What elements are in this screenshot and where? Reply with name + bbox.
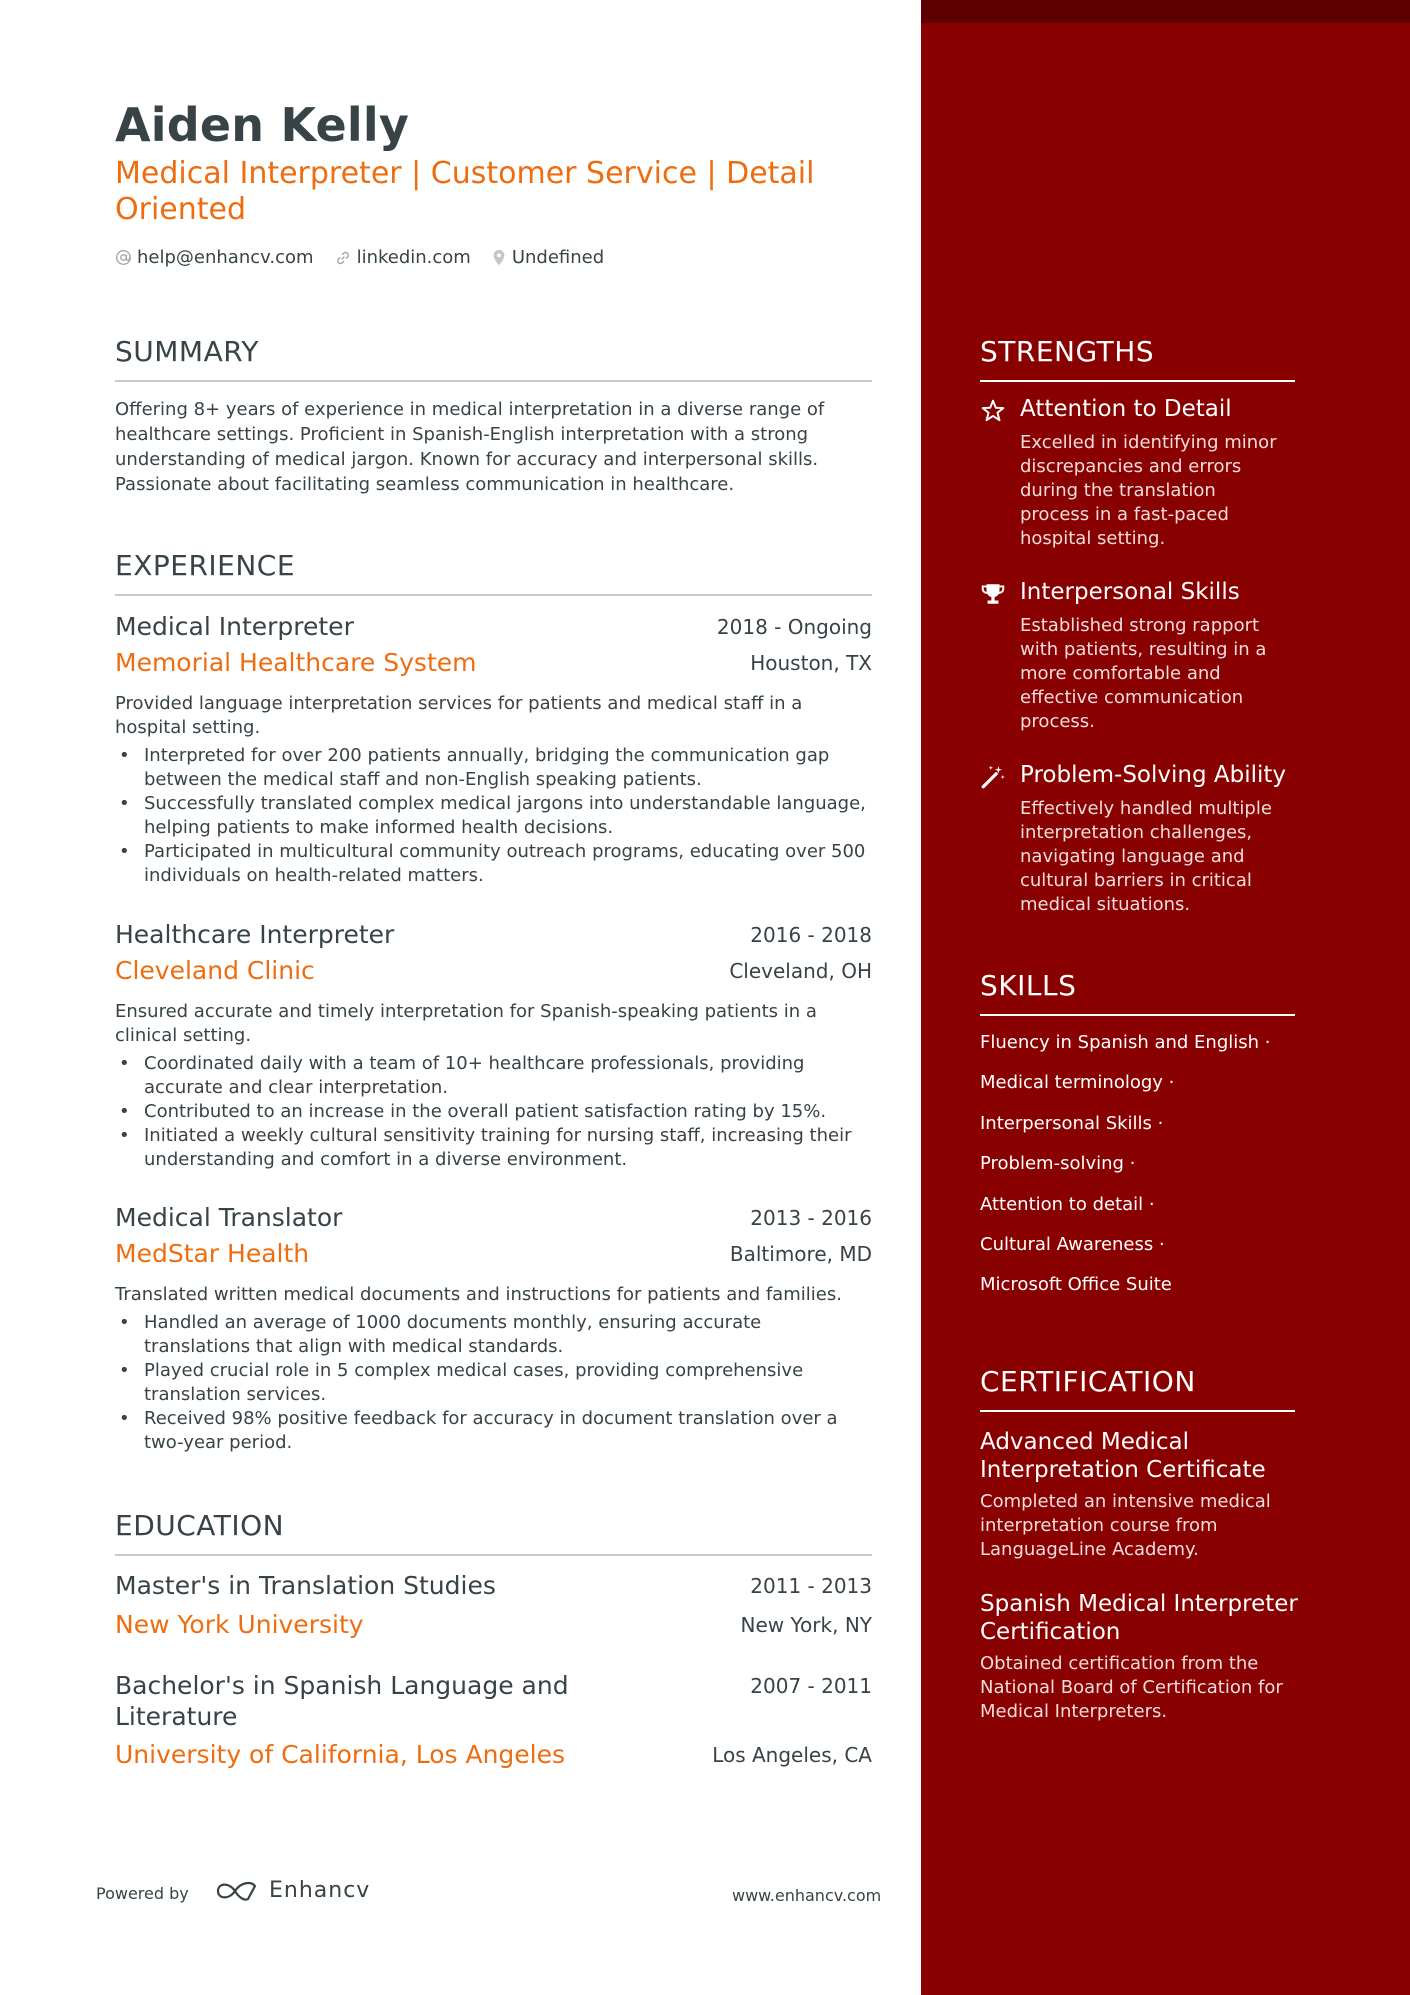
certification-title: Spanish Medical Interpreter Certification (980, 1591, 1298, 1645)
job-company: MedStar Health (115, 1239, 310, 1268)
skill-item: Fluency in Spanish and English · (980, 1032, 1271, 1053)
skill-item: Medical terminology · (980, 1072, 1175, 1094)
entry-subheader (115, 956, 872, 994)
education-degree: Master's in Translation Studies (115, 1571, 496, 1600)
job-title: Medical Translator (115, 1203, 343, 1232)
entry-header (115, 612, 872, 648)
job-dates: 2013 - 2016 (750, 1206, 872, 1230)
skill-item: Interpersonal Skills · (980, 1112, 1164, 1134)
footer-brand: Enhancv (269, 1878, 371, 1903)
job-description: Translated written medical documents and instructions for patients and families. (115, 1284, 842, 1305)
link-icon (334, 249, 352, 267)
skills-divider (980, 1014, 1295, 1016)
job-title: Healthcare Interpreter (115, 920, 395, 949)
location-pin-icon (491, 249, 507, 267)
strength-description: Effectively handled multiple interpretation challenges, navigating language and cultural barriers in critical medical situations. (1020, 798, 1272, 915)
job-bullets (115, 1052, 872, 1172)
entry-subheader (115, 1239, 872, 1277)
at-icon (115, 249, 132, 266)
job-company: Cleveland Clinic (115, 956, 315, 985)
education-dates: 2007 - 2011 (750, 1674, 872, 1698)
footer-powered-by: Powered by (96, 1884, 189, 1903)
job-location: Baltimore, MD (729, 1242, 872, 1266)
job-bullet: • Played crucial role in 5 complex medical cases, providing comprehensive translation services. (115, 1359, 872, 1407)
trophy-icon (980, 581, 1006, 607)
education-degree: Bachelor's in Spanish Language and Literature (115, 1671, 569, 1731)
strength-title: Attention to Detail (1020, 396, 1232, 422)
experience-entry (115, 920, 872, 1172)
job-title: Medical Interpreter (115, 612, 354, 641)
strengths-divider (980, 380, 1295, 382)
star-icon (980, 398, 1006, 424)
footer-url[interactable]: www.enhancv.com (732, 1886, 882, 1905)
education-heading: EDUCATION (115, 1509, 285, 1542)
education-school: University of California, Los Angeles (115, 1740, 566, 1769)
entry-header (115, 1203, 872, 1239)
job-dates: 2016 - 2018 (750, 923, 872, 947)
job-bullet: • Handled an average of 1000 documents monthly, ensuring accurate translations that align with medical standards. (115, 1311, 872, 1359)
sidebar-top-band (921, 0, 1410, 23)
certification-title: Advanced Medical Interpretation Certificate (980, 1429, 1266, 1483)
certification-item (980, 1428, 1300, 1562)
skill-item: Cultural Awareness · (980, 1233, 1165, 1255)
strength-description: Established strong rapport with patients, resulting in a more comfortable and effective communication process. (1020, 615, 1267, 732)
education-location: New York, NY (740, 1613, 872, 1637)
entry-subheader (115, 648, 872, 686)
strength-title: Interpersonal Skills (1020, 579, 1240, 605)
skill-item: Problem-solving · (980, 1153, 1136, 1175)
experience-divider (115, 594, 872, 596)
candidate-tagline: Medical Interpreter | Customer Service | Detail Oriented (115, 156, 815, 227)
experience-entry (115, 612, 872, 888)
job-dates: 2018 - Ongoing (716, 615, 872, 639)
candidate-name: Aiden Kelly (115, 98, 410, 152)
job-bullet: • Successfully translated complex medical jargons into understandable language, helping patients to make informed health decisions. (115, 792, 872, 840)
footer-logo[interactable] (215, 1878, 370, 1903)
education-entry (115, 1570, 872, 1650)
job-company: Memorial Healthcare System (115, 648, 477, 677)
job-bullets (115, 1311, 872, 1455)
contact-info (115, 247, 604, 268)
summary-divider (115, 380, 872, 382)
skill-item: Microsoft Office Suite (980, 1274, 1172, 1296)
strength-title: Problem-Solving Ability (1020, 762, 1287, 788)
job-bullets (115, 744, 872, 888)
skills-list (980, 1030, 1300, 1313)
job-bullet: • Participated in multicultural community outreach programs, educating over 500 individuals on health-related matters. (115, 840, 872, 888)
contact-location-text: Undefined (511, 247, 605, 268)
contact-linkedin-text: linkedin.com (356, 247, 471, 268)
education-dates: 2011 - 2013 (750, 1574, 872, 1598)
skill-item: Attention to detail · (980, 1193, 1155, 1215)
enhancv-logo-icon (215, 1879, 261, 1903)
summary-heading: SUMMARY (115, 335, 260, 368)
entry-header (115, 920, 872, 956)
skills-heading: SKILLS (980, 969, 1077, 1002)
contact-email[interactable] (115, 247, 314, 268)
magic-wand-icon (980, 764, 1006, 790)
education-school: New York University (115, 1610, 364, 1639)
certification-description: Obtained certification from the National Board of Certification for Medical Interpreters. (980, 1653, 1283, 1722)
job-location: Houston, TX (750, 651, 872, 675)
contact-location (491, 247, 604, 268)
experience-entry (115, 1203, 872, 1455)
summary-text: Offering 8+ years of experience in medical interpretation in a diverse range of healthcare settings. Proficient in Spanish-English interpretation with a strong understanding of medical jargon. Known for accuracy and interpersonal skills. Passionate about facilitating seamless communication in healthcare. (115, 399, 825, 495)
job-bullet: • Received 98% positive feedback for accuracy in document translation over a two-year period. (115, 1407, 872, 1455)
strengths-heading: STRENGTHS (980, 335, 1155, 368)
job-description: Provided language interpretation services for patients and medical staff in a hospital setting. (115, 693, 803, 738)
contact-linkedin[interactable] (334, 247, 471, 268)
job-bullet: • Contributed to an increase in the overall patient satisfaction rating by 15%. (115, 1100, 872, 1124)
certification-divider (980, 1410, 1295, 1412)
education-entry (115, 1670, 872, 1780)
job-description: Ensured accurate and timely interpretation for Spanish-speaking patients in a clinical setting. (115, 1001, 817, 1046)
job-location: Cleveland, OH (729, 959, 872, 983)
job-bullet: • Interpreted for over 200 patients annually, bridging the communication gap between the medical staff and non-English speaking patients. (115, 744, 872, 792)
job-bullet: • Coordinated daily with a team of 10+ healthcare professionals, providing accurate and clear interpretation. (115, 1052, 872, 1100)
experience-heading: EXPERIENCE (115, 549, 296, 582)
certification-heading: CERTIFICATION (980, 1365, 1196, 1398)
certification-description: Completed an intensive medical interpretation course from LanguageLine Academy. (980, 1491, 1271, 1560)
job-bullet: • Initiated a weekly cultural sensitivity training for nursing staff, increasing their understanding and comfort in a diverse environment. (115, 1124, 872, 1172)
education-divider (115, 1554, 872, 1556)
certification-item (980, 1590, 1300, 1724)
education-location: Los Angeles, CA (712, 1743, 872, 1767)
strength-description: Excelled in identifying minor discrepancies and errors during the translation process in a fast-paced hospital setting. (1020, 432, 1277, 549)
contact-email-text: help@enhancv.com (137, 247, 314, 268)
